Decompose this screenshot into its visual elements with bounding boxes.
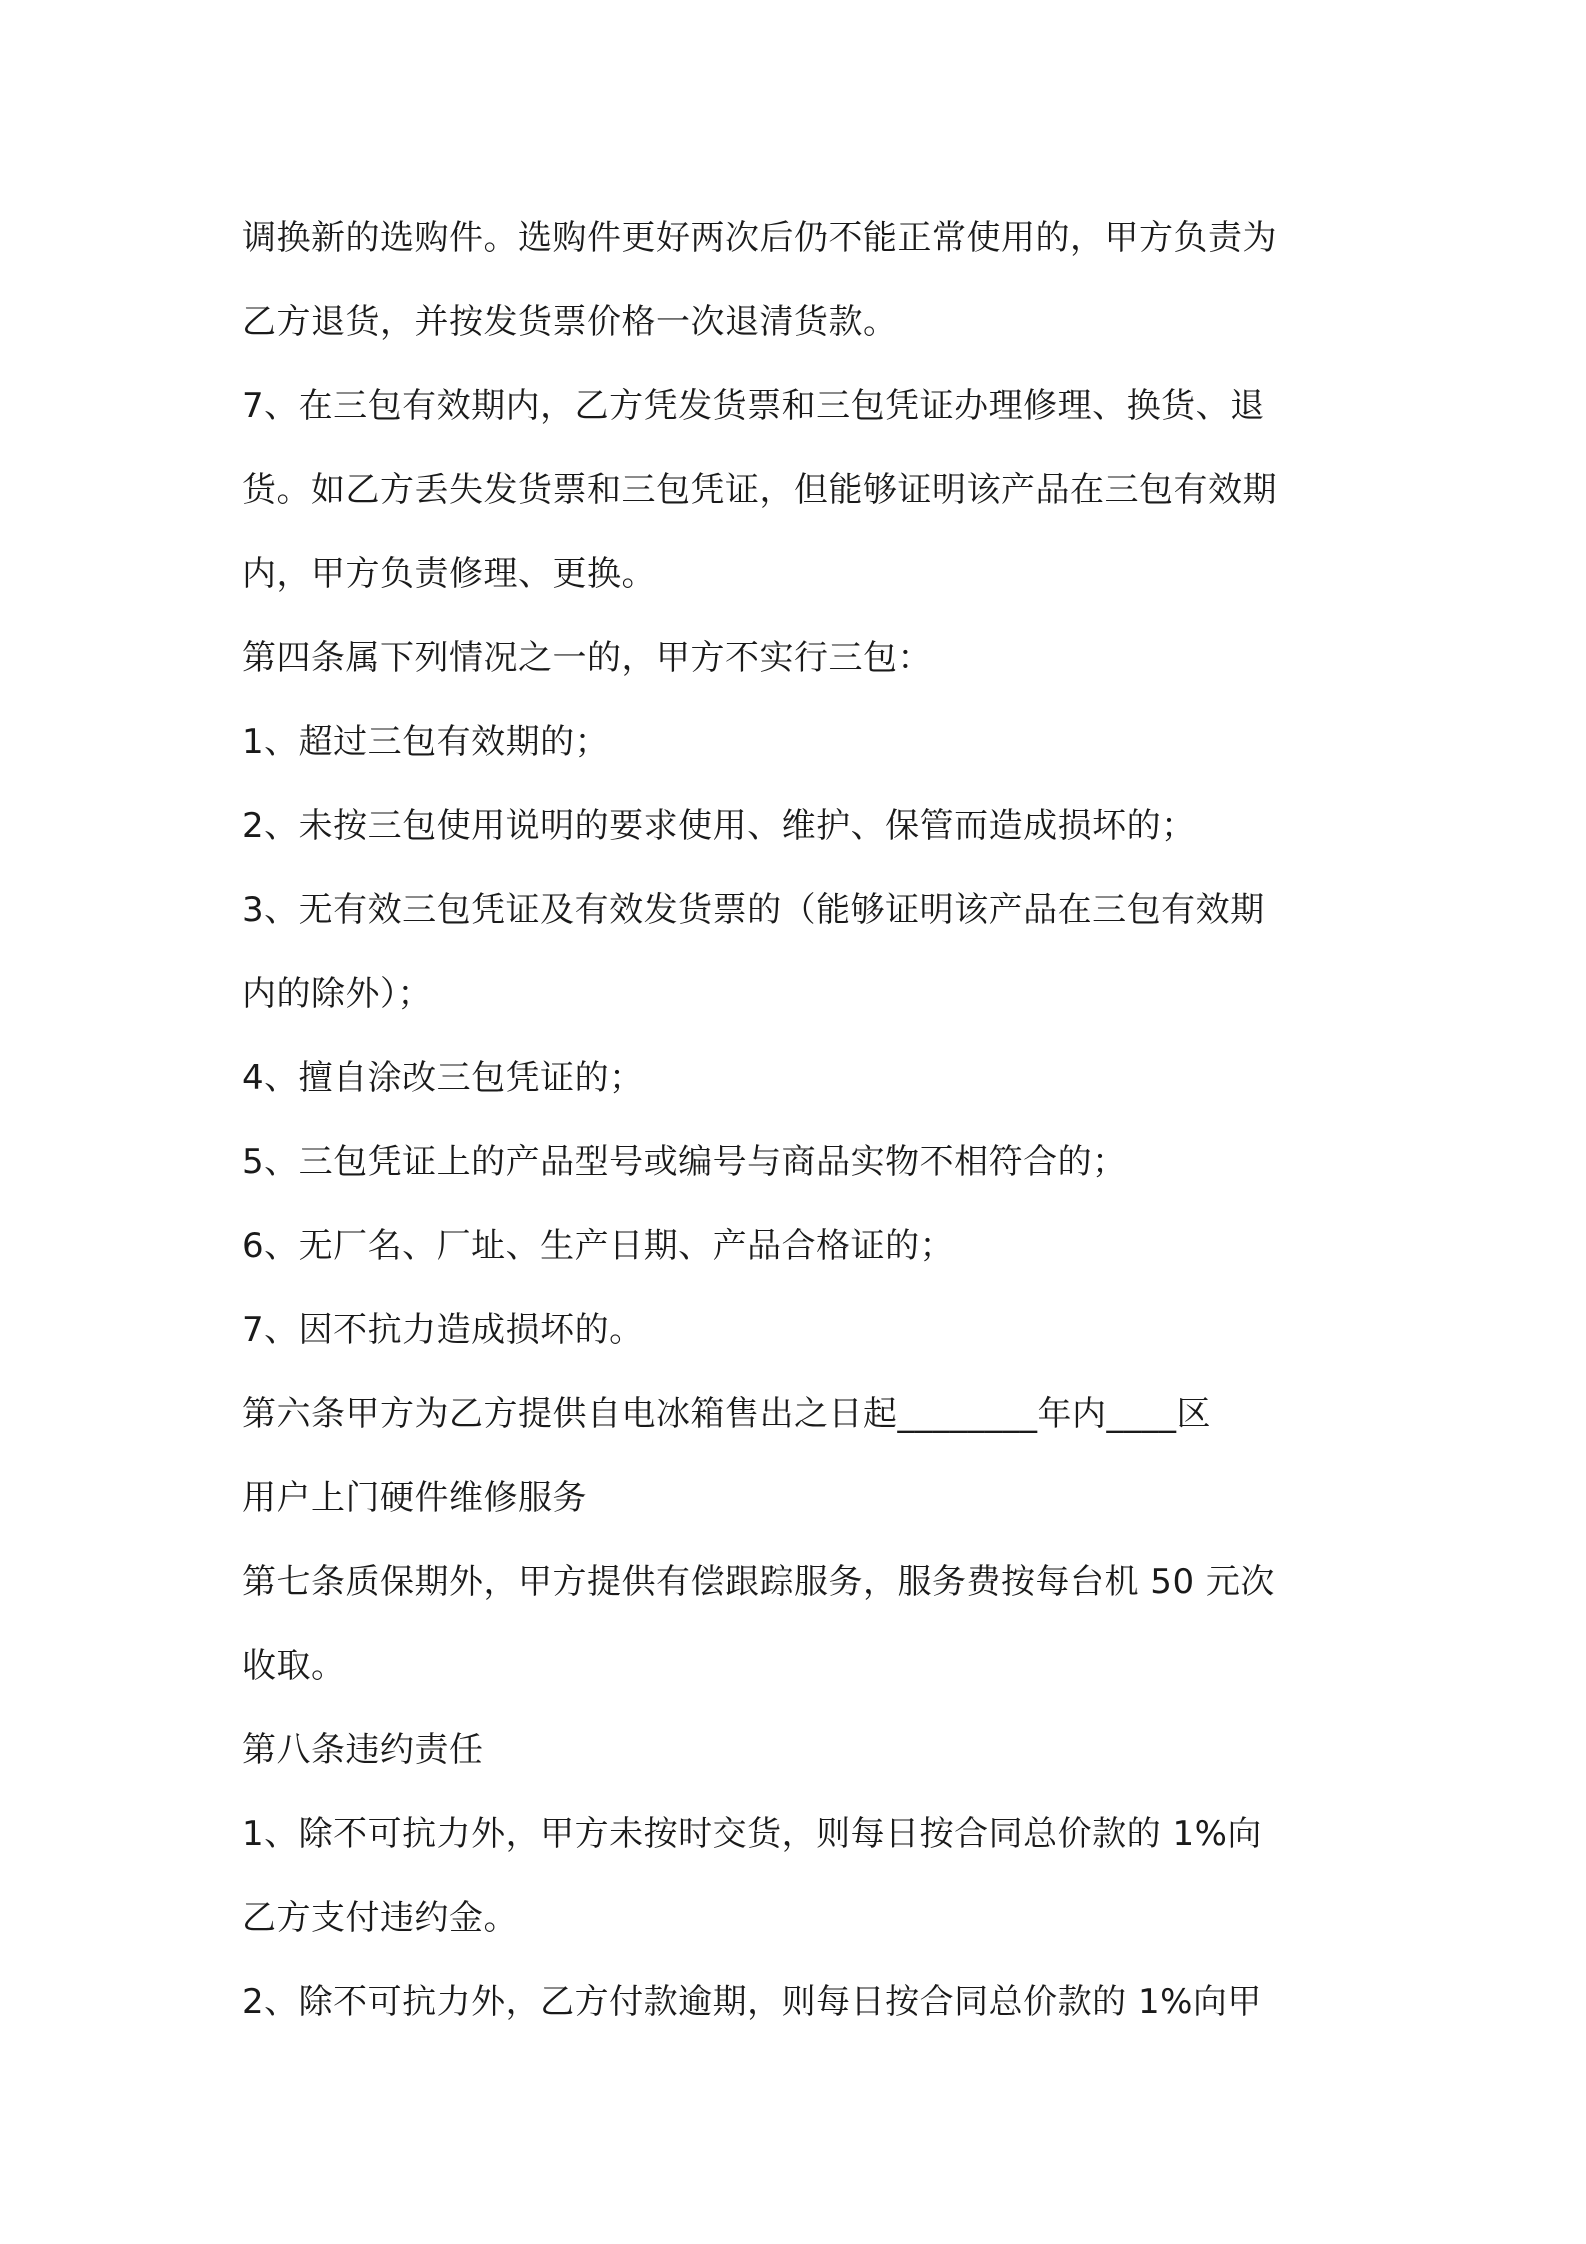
text-line: 用户上门硬件维修服务: [242, 1478, 587, 1518]
text-line: 收取。: [242, 1646, 346, 1686]
list-item: 6、无厂名、厂址、生产日期、产品合格证的；: [242, 1226, 955, 1266]
text-line: 调换新的选购件。选购件更好两次后仍不能正常使用的，甲方负责为: [242, 218, 1277, 258]
section-heading: 第七条质保期外，甲方提供有偿跟踪服务，服务费按每台机 50 元次: [242, 1562, 1275, 1602]
list-item: 1、除不可抗力外，甲方未按时交货，则每日按合同总价款的 1%向: [242, 1814, 1262, 1854]
list-item: 3、无有效三包凭证及有效发货票的（能够证明该产品在三包有效期: [242, 890, 1265, 930]
list-item: 2、未按三包使用说明的要求使用、维护、保管而造成损坏的；: [242, 806, 1196, 846]
section-heading: 第八条违约责任: [242, 1730, 484, 1770]
list-item: 5、三包凭证上的产品型号或编号与商品实物不相符合的；: [242, 1142, 1127, 1182]
text-line: 货。如乙方丢失发货票和三包凭证，但能够证明该产品在三包有效期: [242, 470, 1277, 510]
section-heading: 第四条属下列情况之一的，甲方不实行三包：: [242, 638, 932, 678]
list-item: 4、擅自涂改三包凭证的；: [242, 1058, 644, 1098]
list-item: 7、因不抗力造成损坏的。: [242, 1310, 644, 1350]
list-item: 2、除不可抗力外，乙方付款逾期，则每日按合同总价款的 1%向甲: [242, 1982, 1262, 2022]
text-line: 7、在三包有效期内，乙方凭发货票和三包凭证办理修理、换货、退: [242, 386, 1265, 426]
document-body: [242, 196, 1362, 2044]
text-line: 内，甲方负责修理、更换。: [242, 554, 656, 594]
section-heading: 第六条甲方为乙方提供自电冰箱售出之日起________年内____区: [242, 1394, 1211, 1434]
list-item: 内的除外）；: [242, 974, 432, 1014]
text-line: 乙方退货，并按发货票价格一次退清货款。: [242, 302, 898, 342]
list-item: 乙方支付违约金。: [242, 1898, 518, 1938]
list-item: 1、超过三包有效期的；: [242, 722, 610, 762]
